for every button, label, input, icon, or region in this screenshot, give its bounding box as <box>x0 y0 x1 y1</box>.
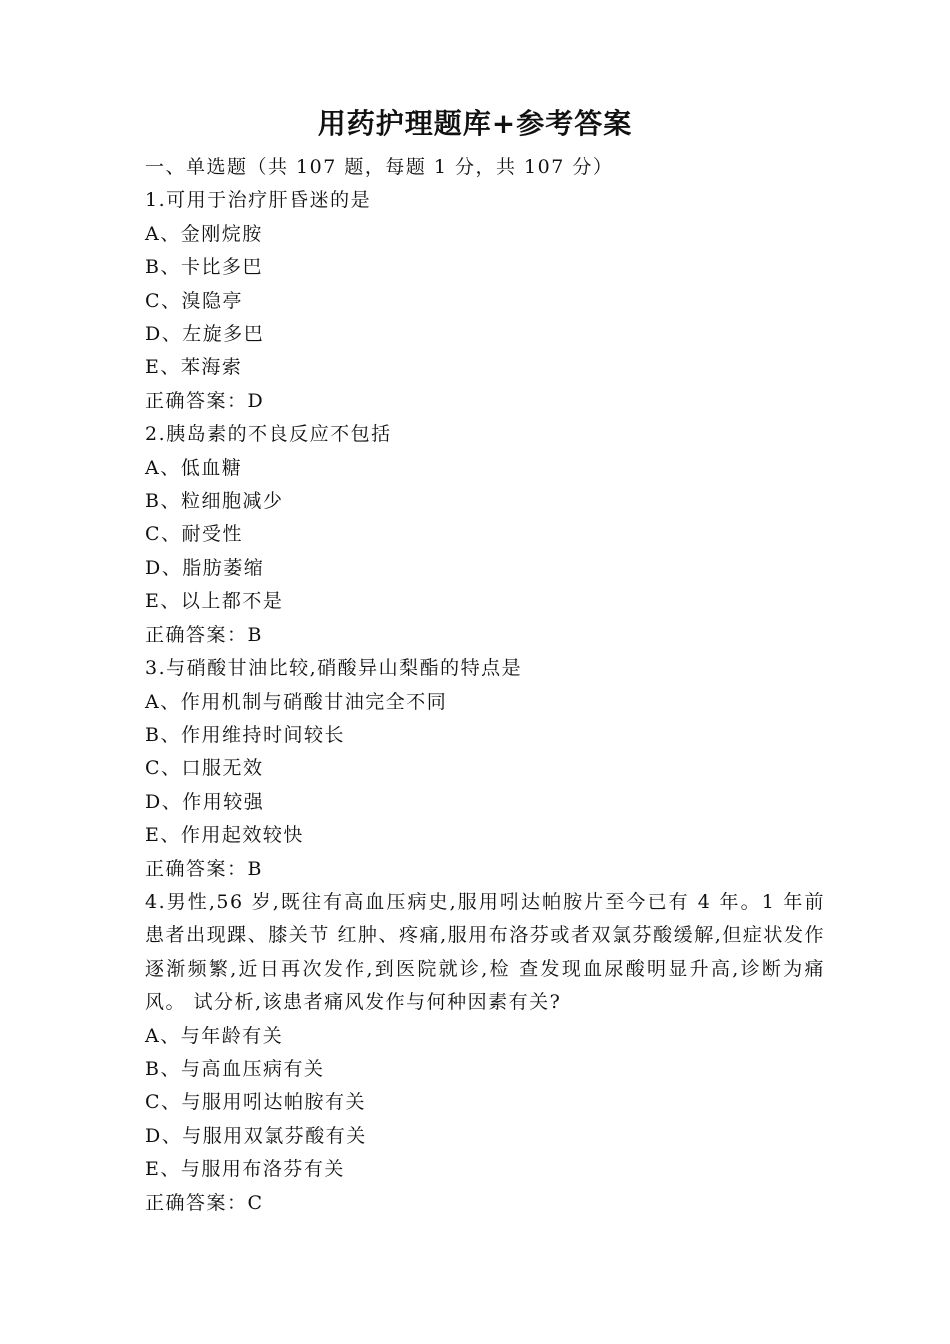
option-c: C、口服无效 <box>145 757 264 780</box>
question-4 <box>145 886 825 1220</box>
option-a: A、作用机制与硝酸甘油完全不同 <box>145 690 448 713</box>
option-c: C、与服用吲达帕胺有关 <box>145 1091 367 1114</box>
question-stem: 2.胰岛素的不良反应不包括 <box>145 423 392 446</box>
correct-answer: 正确答案：D <box>145 389 265 412</box>
option-b: B、粒细胞减少 <box>145 490 284 513</box>
correct-answer: 正确答案：C <box>145 1191 264 1214</box>
option-a: A、低血糖 <box>145 456 243 479</box>
option-b: B、卡比多巴 <box>145 256 263 279</box>
option-e: E、与服用布洛芬有关 <box>145 1158 345 1181</box>
question-stem: 1.可用于治疗肝昏迷的是 <box>145 189 372 212</box>
option-a: A、金刚烷胺 <box>145 222 263 245</box>
section-heading: 一、单选题（共 107 题，每题 1 分，共 107 分） <box>145 156 614 178</box>
option-d: D、左旋多巴 <box>145 323 265 346</box>
option-a: A、与年龄有关 <box>145 1024 284 1047</box>
option-e: E、作用起效较快 <box>145 824 304 847</box>
option-d: D、与服用双氯芬酸有关 <box>145 1124 367 1147</box>
question-stem: 3.与硝酸甘油比较,硝酸异山梨酯的特点是 <box>145 657 523 680</box>
document-title: 用药护理题库+参考答案 <box>317 107 633 140</box>
question-3 <box>145 652 825 886</box>
option-b: B、作用维持时间较长 <box>145 723 345 746</box>
option-d: D、作用较强 <box>145 790 265 813</box>
option-c: C、耐受性 <box>145 523 244 546</box>
question-stem: 4.男性,56 岁,既往有高血压病史,服用吲达帕胺片至今已有 4 年。1 年前患者出现踝、膝关节 红肿、疼痛,服用布洛芬或者双氯芬酸缓解,但症状发作逐渐频繁,近日再次发作,到医院就诊,检 查发现血尿酸明显升高,诊断为痛风。 试分析,该患者痛风发作与何种因素有关? <box>145 890 825 1014</box>
question-list <box>145 151 825 1220</box>
option-e: E、以上都不是 <box>145 590 284 613</box>
option-c: C、溴隐亭 <box>145 289 244 312</box>
question-1 <box>145 184 825 418</box>
option-b: B、与高血压病有关 <box>145 1057 325 1080</box>
question-2 <box>145 418 825 652</box>
option-d: D、脂肪萎缩 <box>145 556 265 579</box>
correct-answer: 正确答案：B <box>145 623 263 646</box>
option-e: E、苯海索 <box>145 356 243 379</box>
correct-answer: 正确答案：B <box>145 857 263 880</box>
